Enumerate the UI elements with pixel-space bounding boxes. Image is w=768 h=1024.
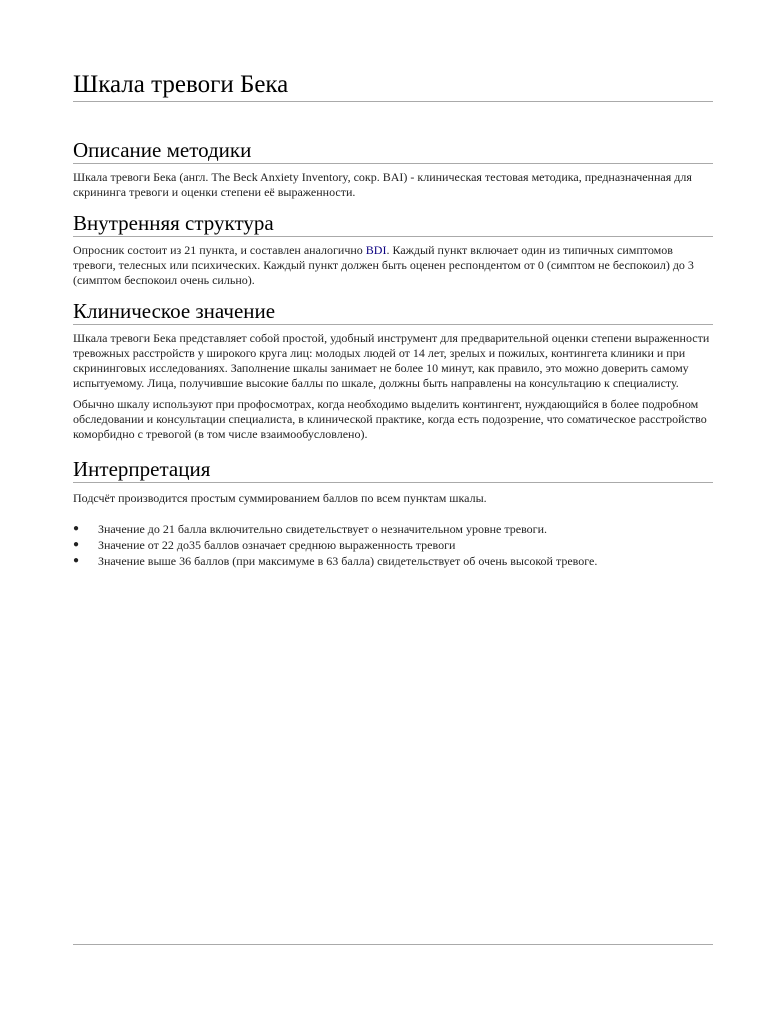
clinical-paragraph-1: Шкала тревоги Бека представляет собой простой, удобный инструмент для предварительной оценки степени выраженности тревожных расстройств у широкого круга лиц: молодых людей от 14 лет, зрелых и пожилых, контингета клиники и при скрининговых исследованиях. Заполнение шкалы занимает не более 10 минут, как правило, это можно доверить самому испытуемому. Лица, получившие высокие баллы по шкале, должны быть направлены на консультацию к специалисту. [73,331,710,390]
structure-text-start: Опросник состоит из 21 пункта, и составлен аналогично [73,243,366,257]
clinical-paragraph-2: Обычно шкалу используют при профосмотрах, когда необходимо выделить контингент, нуждающийся в более подробном обследовании и консультации специалиста, в клинической практике, когда есть подозрение, что соматическое расстройство коморбидно с тревогой (в том числе взаимообусловлено). [73,397,707,441]
list-item [73,553,713,569]
section-heading-clinical: Клиническое значение [73,299,713,325]
list-item-text: Значение выше 36 баллов (при максимуме в 63 балла) свидетельствует об очень высокой тревоге. [98,554,598,568]
bullet-icon: ● [73,555,80,566]
structure-paragraph [73,243,713,288]
bdi-link[interactable]: BDI [365,243,387,257]
bullet-icon: ● [73,539,80,550]
section-heading-structure: Внутренняя структура [73,211,713,237]
bullet-icon: ● [73,523,80,534]
interpretation-list [73,521,713,569]
article [73,0,713,569]
interpretation-paragraph: Подсчёт производится простым суммированием баллов по всем пунктам шкалы. [73,491,487,505]
section-heading-description: Описание методики [73,138,713,164]
footer-divider [73,944,713,945]
page-title: Шкала тревоги Бека [73,70,713,102]
structure-text-end: . Каждый пункт включает один из типичных симптомов тревоги, телесных или психических. Каждый пункт должен быть оценен респондентом от 0 (симптом не беспокоил) до 3 (симптом беспокоил очень сильно). [73,243,694,287]
description-paragraph: Шкала тревоги Бека (англ. The Beck Anxiety Inventory, сокр. BAI) - клиническая тестовая методика, предназначенная для скрининга тревоги и оценки степени её выраженности. [73,170,692,199]
list-item [73,537,713,553]
section-heading-interpretation: Интерпретация [73,457,713,483]
list-item [73,521,713,537]
list-item-text: Значение до 21 балла включительно свидетельствует о незначительном уровне тревоги. [98,522,548,536]
list-item-text: Значение от 22 до35 баллов означает среднюю выраженность тревоги [98,538,456,552]
